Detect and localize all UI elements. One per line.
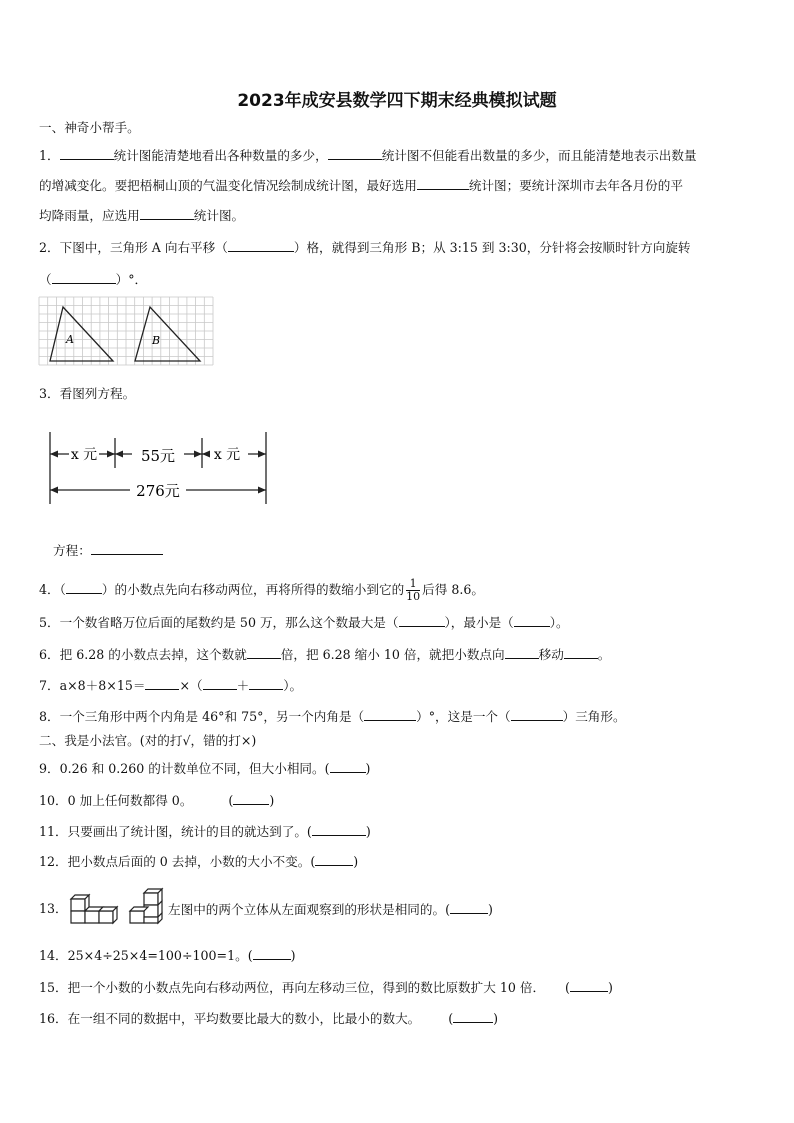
question-13-text <box>168 901 493 918</box>
question-3-line-1 <box>39 386 135 402</box>
question-number: 14． <box>39 948 68 963</box>
question-text: 左图中的两个立体从左面观察到的形状是相同的。( <box>168 902 450 917</box>
question-text: 一个三角形中两个内角是 46°和 75°，另一个内角是（ <box>59 709 365 724</box>
paren-close: ) <box>487 902 493 917</box>
question-1-line-3 <box>39 207 244 224</box>
question-number: 12． <box>39 854 68 869</box>
question-text: ）的小数点先向右移动两位，再将所得的数缩小到它的 <box>101 582 405 597</box>
question-text: 统计图能清楚地看出各种数量的多少， <box>113 148 328 163</box>
paren-open: （ <box>59 582 66 597</box>
equation-label: 方程： <box>53 543 91 558</box>
segment-label-55: 55元 <box>140 447 176 465</box>
question-number: 11． <box>39 824 68 839</box>
question-text: 把 6.28 的小数点去掉，这个数就 <box>59 647 247 662</box>
answer-blank[interactable] <box>450 901 488 914</box>
answer-blank[interactable] <box>328 147 382 160</box>
grid-lines <box>39 297 213 365</box>
question-text: 把小数点后面的 0 去掉，小数的大小不变。( <box>67 854 316 869</box>
question-text: a×8＋8×15＝ <box>59 678 146 693</box>
triangle-a <box>50 307 113 361</box>
paren-close: ) <box>353 854 359 869</box>
answer-blank[interactable] <box>247 646 281 659</box>
question-13-number: 13． <box>39 901 68 916</box>
question-text: 在一组不同的数据中，平均数要比最大的数小，比最小的数大。 <box>67 1011 421 1026</box>
question-text: ）。 <box>283 678 303 693</box>
answer-blank[interactable] <box>505 646 539 659</box>
question-text: 统计图；要统计深圳市去年各月份的平 <box>468 178 683 193</box>
answer-blank[interactable] <box>228 239 294 252</box>
paren-close: ) <box>365 761 371 776</box>
fraction-denominator: 10 <box>406 590 421 603</box>
question-text: ）°． <box>115 272 148 287</box>
question-text: 移动 <box>538 647 564 662</box>
cube-figure-1 <box>71 895 117 923</box>
question-text: ）。 <box>549 615 569 630</box>
question-number: 6． <box>39 647 60 662</box>
question-9 <box>39 760 370 777</box>
question-1-line-2 <box>39 177 683 194</box>
question-7 <box>39 677 302 694</box>
question-text: 统计图不但能看出数量的多少，而且能清楚地表示出数量 <box>381 148 697 163</box>
answer-blank[interactable] <box>253 947 291 960</box>
question-2-line-1 <box>39 239 691 256</box>
answer-blank[interactable] <box>60 147 114 160</box>
answer-blank[interactable] <box>315 853 353 866</box>
question-text: 后得 8.6。 <box>422 582 484 597</box>
question-number: 10． <box>39 793 68 808</box>
cube-figures <box>68 887 164 927</box>
question-8 <box>39 708 626 725</box>
question-text: 0.26 和 0.260 的计数单位不同，但大小相同。( <box>59 761 330 776</box>
question-11 <box>39 823 371 840</box>
question-10 <box>39 792 274 809</box>
paren-open: （ <box>39 272 52 287</box>
question-text: 均降雨量，应选用 <box>39 208 140 223</box>
fraction-one-tenth <box>406 578 420 603</box>
section-heading-1: 一、神奇小帮手。 <box>39 120 140 135</box>
paren-close: ) <box>607 980 613 995</box>
question-text: 统计图。 <box>193 208 245 223</box>
question-text: 0 加上任何数都得 0。 <box>67 793 193 808</box>
segment-label-x-left: x 元 <box>70 447 98 463</box>
question-2-line-2 <box>39 271 147 288</box>
answer-blank[interactable] <box>312 823 366 836</box>
answer-blank[interactable] <box>514 614 550 627</box>
question-number: 5． <box>39 615 60 630</box>
question-text: 的增减变化。要把梧桐山顶的气温变化情况绘制成统计图，最好选用 <box>39 178 417 193</box>
question-text: 看图列方程。 <box>59 386 136 401</box>
question-15 <box>39 979 613 996</box>
triangle-grid-figure <box>39 297 214 365</box>
answer-blank[interactable] <box>453 1010 493 1023</box>
question-number: 8． <box>39 709 60 724</box>
section-heading-2: 二、我是小法官。(对的打√，错的打×) <box>39 733 257 748</box>
question-number: 15． <box>39 980 68 995</box>
paren-open: ( <box>448 1011 454 1026</box>
cube-figure-2 <box>130 889 162 923</box>
answer-blank[interactable] <box>511 708 563 721</box>
answer-blank[interactable] <box>330 760 366 773</box>
question-text: 一个数省略万位后面的尾数约是 50 万，那么这个数最大是（ <box>59 615 399 630</box>
answer-blank[interactable] <box>364 708 416 721</box>
answer-blank[interactable] <box>52 271 116 284</box>
question-4 <box>39 578 484 603</box>
question-number: 9． <box>39 761 60 776</box>
question-6 <box>39 646 610 663</box>
answer-blank[interactable] <box>203 677 237 690</box>
paren-close: ) <box>269 793 275 808</box>
question-text: ）格，就得到三角形 B；从 3:15 到 3:30，分针将会按顺时针方向旋转 <box>293 240 691 255</box>
question-5 <box>39 614 569 631</box>
paren-open: ( <box>565 980 570 995</box>
answer-blank[interactable] <box>399 614 445 627</box>
question-text: ）°，这是一个（ <box>416 709 511 724</box>
question-text: 只要画出了统计图，统计的目的就达到了。( <box>67 824 312 839</box>
question-number: 7． <box>39 678 60 693</box>
question-text: 。 <box>597 647 611 662</box>
triangle-b-label: B <box>152 334 161 347</box>
segment-diagram <box>46 432 272 508</box>
paren-open: ( <box>228 793 234 808</box>
answer-blank[interactable] <box>417 177 469 190</box>
question-14 <box>39 947 296 964</box>
answer-blank[interactable] <box>570 979 608 992</box>
question-text: ×（ <box>179 678 203 693</box>
question-number: 1． <box>39 148 60 163</box>
question-text: 下图中，三角形 A 向右平移（ <box>59 240 228 255</box>
segment-label-total: 276元 <box>136 482 180 500</box>
question-text: 倍，把 6.28 缩小 10 倍，就把小数点向 <box>280 647 505 662</box>
question-number: 3． <box>39 386 60 401</box>
triangle-b <box>135 307 200 361</box>
question-text: ＋ <box>236 678 250 693</box>
paren-close: ) <box>290 948 296 963</box>
answer-blank[interactable] <box>564 646 598 659</box>
triangle-a-label: A <box>66 333 74 346</box>
equation-blank[interactable] <box>91 542 163 555</box>
question-12 <box>39 853 358 870</box>
question-text: 25×4÷25×4=100÷100=1。( <box>67 948 253 963</box>
answer-blank[interactable] <box>66 581 102 594</box>
answer-blank[interactable] <box>145 677 179 690</box>
paren-close: ) <box>493 1011 499 1026</box>
fraction-numerator: 1 <box>406 578 420 591</box>
answer-blank[interactable] <box>249 677 283 690</box>
question-text: 把一个小数的小数点先向右移动两位，再向左移动三位，得到的数比原数扩大 10 倍． <box>67 980 546 995</box>
question-16 <box>39 1010 498 1027</box>
answer-blank[interactable] <box>233 792 269 805</box>
segment-label-x-right: x 元 <box>213 447 241 463</box>
question-text: ），最小是（ <box>444 615 514 630</box>
page-title: 2023年成安县数学四下期末经典模拟试题 <box>237 91 557 111</box>
paren-close: ) <box>365 824 371 839</box>
answer-blank[interactable] <box>140 207 194 220</box>
question-number: 2． <box>39 240 60 255</box>
question-number: 16． <box>39 1011 68 1026</box>
question-text: ）三角形。 <box>562 709 626 724</box>
question-number: 4． <box>39 582 60 597</box>
question-1-line-1 <box>39 147 697 164</box>
question-3-equation <box>53 542 163 559</box>
